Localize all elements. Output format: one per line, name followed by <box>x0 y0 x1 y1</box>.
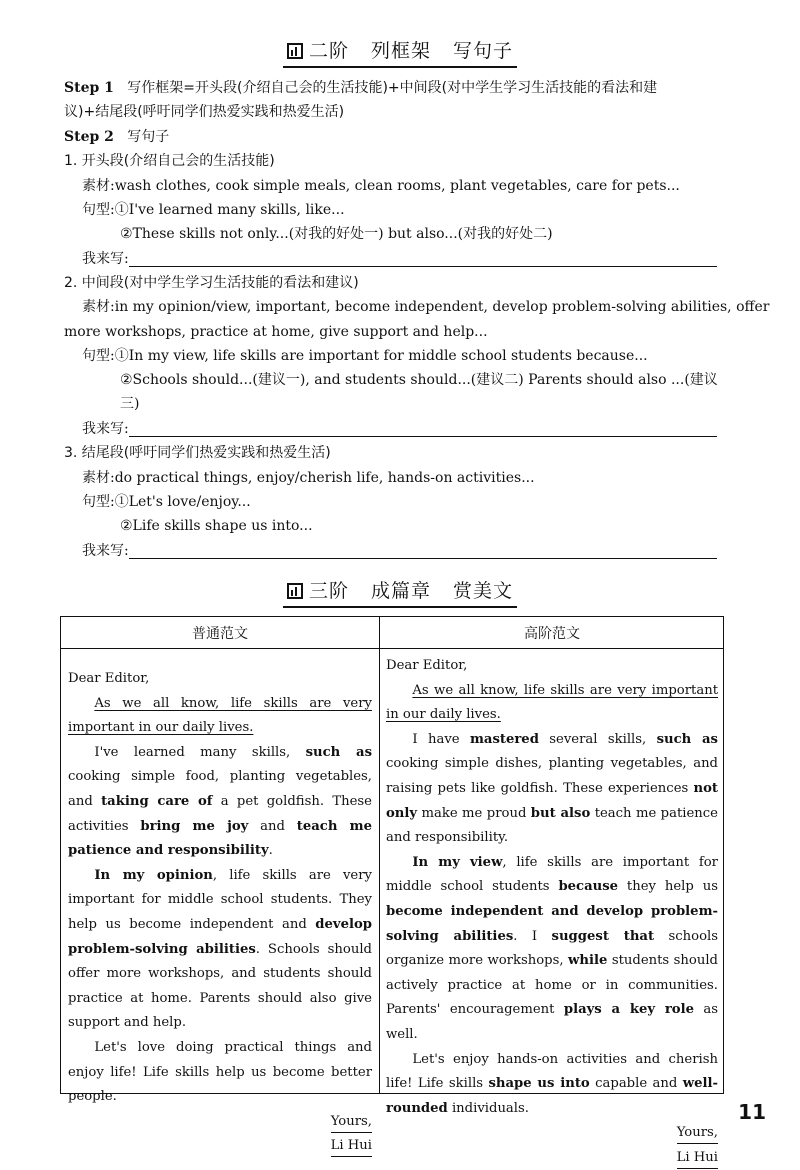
left-p1: As we all know, life skills are very important in our daily lives. <box>68 695 372 736</box>
text-segment: make me proud <box>417 805 531 821</box>
p2-material-cont: more workshops, practice at home, give support and help... <box>64 324 488 340</box>
text-segment: individuals. <box>447 1100 529 1116</box>
text-segment: I have <box>412 731 470 747</box>
text-segment: cooking simple food, planting vegetables, and <box>68 769 372 809</box>
p3-pattern-1: 句型:①Let's love/enjoy... <box>82 494 251 510</box>
section-2-title <box>0 36 800 68</box>
text-segment: as well. <box>386 1002 719 1042</box>
p2-write-row <box>82 418 717 440</box>
p2-write-line[interactable] <box>129 436 717 437</box>
text-segment: a pet goldfish. These activities <box>68 793 372 834</box>
step-1-text: 写作框架=开头段(介绍自己会的生活技能)+中间段(对中学生学习生活技能的看法和建 <box>127 80 658 96</box>
step-1-label: Step 1 <box>64 80 114 96</box>
text-segment: taking care of <box>101 793 213 809</box>
p2-material: 素材:in my opinion/view, important, become independent, develop problem-solving abilities, offer <box>82 299 770 315</box>
p2-pattern-2-cont: 三) <box>120 396 140 412</box>
step-2-text: 写句子 <box>127 129 170 145</box>
p3-material: 素材:do practical things, enjoy/cherish life, hands-on activities... <box>82 470 535 486</box>
p1-material: 素材:wash clothes, cook simple meals, clean rooms, plant vegetables, care for pets... <box>82 178 680 194</box>
essay-table <box>60 616 724 1165</box>
section-2-title-b: 列框架 <box>370 40 431 62</box>
right-closing: Yours, <box>677 1123 718 1144</box>
left-name: Li Hui <box>331 1136 372 1157</box>
right-p3 <box>386 851 718 1048</box>
p2-write-label: 我来写: <box>82 421 129 437</box>
text-segment: mastered <box>469 731 539 747</box>
p2-heading: 2. 中间段(对中学生学习生活技能的看法和建议) <box>64 275 359 291</box>
p3-heading: 3. 结尾段(呼吁同学们热爱实践和热爱生活) <box>64 445 331 461</box>
p1-write-row <box>82 248 717 270</box>
text-segment: . <box>268 843 273 859</box>
text-segment: plays a key role <box>563 1002 694 1018</box>
p2-pattern-2: ②Schools should...(建议一), and students should...(建议二) Parents should also ...(建议 <box>120 372 718 388</box>
text-segment: cooking simple dishes, planting vegetables, and raising pets like goldfish. These experiences <box>386 756 718 796</box>
right-name: Li Hui <box>677 1148 718 1169</box>
text-segment: Let's enjoy hands-on activities and cherish life! Life skills <box>386 1051 718 1092</box>
section-2-title-a: 二阶 <box>308 40 349 62</box>
text-segment: not only <box>386 780 718 821</box>
section-3-title-c: 赏美文 <box>453 580 514 602</box>
section-3-title-b: 成篇章 <box>370 580 431 602</box>
section-3-title <box>0 576 800 608</box>
text-segment: and <box>248 818 297 834</box>
text-segment: become independent and develop problem-solving abilities <box>386 903 718 944</box>
step-2-label: Step 2 <box>64 129 114 145</box>
right-p2 <box>386 728 718 851</box>
text-segment: bring me joy <box>140 818 249 834</box>
text-segment: teach me patience and responsibility. <box>386 805 718 846</box>
p1-heading: 1. 开头段(介绍自己会的生活技能) <box>64 153 275 169</box>
p2-pattern-1: 句型:①In my view, life skills are important for middle school students because... <box>82 348 648 364</box>
left-p3 <box>68 864 372 1036</box>
text-segment: , life skills are very important for middle school students. They help us become independent and <box>68 867 372 932</box>
p1-write-label: 我来写: <box>82 251 129 267</box>
right-essay <box>386 654 718 1170</box>
left-p2 <box>68 741 372 864</box>
text-segment: In my opinion <box>94 867 213 883</box>
page-number: 11 <box>738 1100 766 1124</box>
text-segment: develop problem-solving abilities <box>68 916 372 957</box>
left-p4: Let's love doing practical things and enjoy life! Life skills help us become better people. <box>68 1039 372 1105</box>
left-header: 普通范文 <box>192 626 248 642</box>
text-segment: because <box>558 879 619 895</box>
text-segment: well-rounded <box>386 1076 718 1116</box>
text-segment: , life skills are important for middle school students <box>386 854 718 895</box>
text-segment: while <box>568 953 608 969</box>
section-3-title-a: 三阶 <box>308 580 349 602</box>
text-segment: capable and <box>589 1076 683 1092</box>
left-essay <box>68 667 372 1159</box>
left-closing: Yours, <box>331 1112 372 1133</box>
text-segment: such as <box>656 731 718 747</box>
p3-write-row <box>82 540 717 562</box>
chart-icon <box>287 43 303 59</box>
step-1 <box>64 77 657 99</box>
text-segment: but also <box>530 805 591 821</box>
section-2-title-c: 写句子 <box>453 40 514 62</box>
step-2 <box>64 126 169 148</box>
text-segment: In my view <box>412 854 503 870</box>
text-segment: students should actively practice at home or in communities. Parents' encouragement <box>386 953 719 1018</box>
p3-pattern-2: ②Life skills shape us into... <box>120 518 313 534</box>
step-1-text-cont: 议)+结尾段(呼吁同学们热爱实践和热爱生活) <box>64 104 345 120</box>
text-segment: I've learned many skills, <box>94 744 306 760</box>
text-segment: several skills, <box>538 731 657 747</box>
right-greeting: Dear Editor, <box>386 658 468 673</box>
right-header: 高阶范文 <box>524 626 580 642</box>
chart-icon <box>287 583 303 599</box>
text-segment: . Schools should offer more workshops, and students should practice at home. Parents should also give support and help. <box>68 941 372 1031</box>
p1-pattern-1: 句型:①I've learned many skills, like... <box>82 202 345 218</box>
p3-write-label: 我来写: <box>82 543 129 559</box>
p1-pattern-2: ②These skills not only...(对我的好处一) but also...(对我的好处二) <box>120 226 553 242</box>
right-p1: As we all know, life skills are very important in our daily lives. <box>386 682 718 723</box>
text-segment: shape us into <box>488 1076 590 1092</box>
p1-write-line[interactable] <box>129 266 717 267</box>
p3-write-line[interactable] <box>129 558 717 559</box>
left-greeting: Dear Editor, <box>68 671 150 686</box>
text-segment: they help us <box>618 879 718 895</box>
text-segment: schools organize more workshops, <box>386 928 719 969</box>
text-segment: suggest that <box>551 928 655 944</box>
text-segment: such as <box>305 744 372 760</box>
text-segment: teach me patience and responsibility <box>68 818 372 859</box>
text-segment: . I <box>513 928 552 944</box>
right-p4 <box>386 1048 718 1122</box>
